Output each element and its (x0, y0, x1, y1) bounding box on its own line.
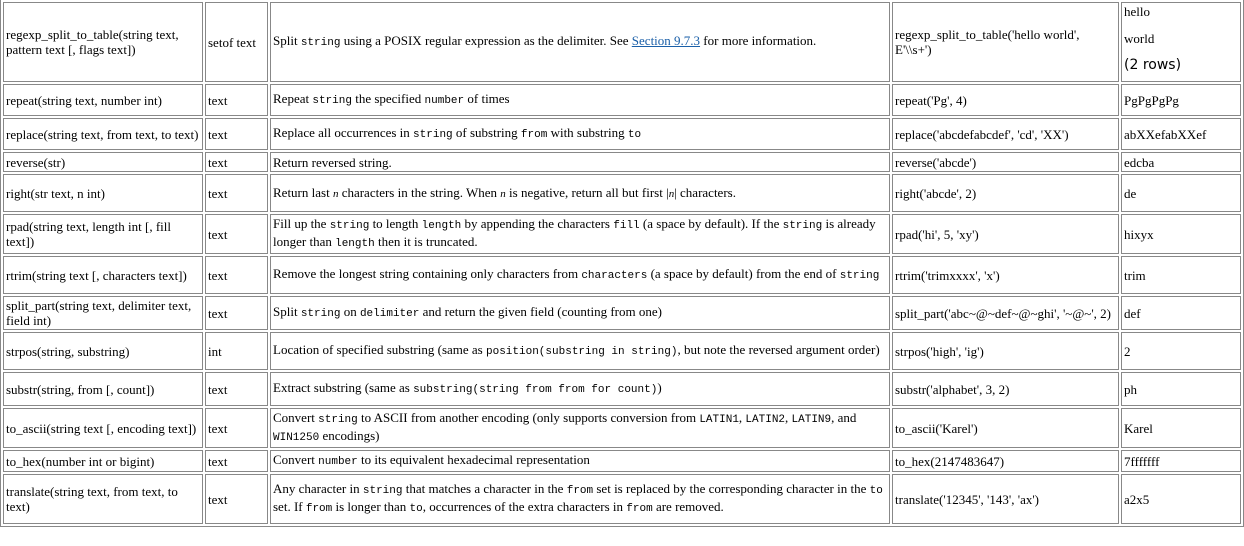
result-line: 2 (1124, 343, 1131, 359)
function-description (270, 474, 890, 524)
inline-code: from (566, 485, 594, 497)
result-line: def (1124, 305, 1141, 321)
function-row (3, 256, 1241, 294)
description-text: using a POSIX regular expression as the delimiter. See (340, 33, 632, 48)
function-description (270, 174, 890, 212)
return-type: text (205, 214, 268, 254)
inline-code: string (300, 308, 341, 320)
function-description (270, 256, 890, 294)
return-type: text (205, 256, 268, 294)
description-text: Fill up the (273, 216, 330, 231)
function-signature: right(str text, n int) (3, 174, 203, 212)
inline-code: to (627, 129, 642, 141)
function-signature: replace(string text, from text, to text) (3, 118, 203, 150)
example-code: rpad('hi', 5, 'xy') (892, 214, 1119, 254)
description-text: Convert (273, 452, 319, 467)
description-text: Convert (273, 410, 319, 425)
result-line: hello (1124, 4, 1150, 19)
return-type: text (205, 118, 268, 150)
return-type: text (205, 152, 268, 172)
description-text: | characters. (674, 184, 736, 200)
function-description (270, 118, 890, 150)
description-text: Location of specified substring (same as (273, 342, 486, 357)
inline-code: substring(string from from for count) (413, 384, 658, 396)
function-signature: repeat(string text, number int) (3, 84, 203, 116)
description-text: , but note the reversed argument order) (677, 342, 880, 357)
function-signature: split_part(string text, delimiter text, field int) (3, 296, 203, 330)
function-description (270, 214, 890, 254)
description-text: with substring (547, 125, 628, 140)
function-signature: regexp_split_to_table(string text, pattern text [, flags text]) (3, 2, 203, 82)
description-text: to ASCII from another encoding (only supports conversion from (357, 410, 700, 425)
description-text: characters in the string. When (338, 184, 501, 200)
description-text: Return last (273, 184, 333, 200)
function-description (270, 2, 890, 82)
function-row (3, 474, 1241, 524)
return-type: text (205, 408, 268, 448)
inline-code: LATIN9 (791, 414, 832, 426)
function-row (3, 174, 1241, 212)
example-code: split_part('abc~@~def~@~ghi', '~@~', 2) (892, 296, 1119, 330)
function-description (270, 84, 890, 116)
inline-code: to (409, 503, 423, 515)
return-type: text (205, 450, 268, 472)
description-text: is negative, return all but first | (505, 184, 669, 200)
description-text: (a space by default) from the end of (647, 266, 840, 281)
return-type: text (205, 296, 268, 330)
example-result (1121, 84, 1241, 116)
example-result (1121, 372, 1241, 406)
function-signature: strpos(string, substring) (3, 332, 203, 370)
description-text: , (785, 410, 792, 425)
function-row (3, 332, 1241, 370)
function-row (3, 372, 1241, 406)
function-description (270, 296, 890, 330)
function-signature: reverse(str) (3, 152, 203, 172)
function-row (3, 408, 1241, 448)
return-type: setof text (205, 2, 268, 82)
description-text: are removed. (652, 499, 724, 514)
example-result (1121, 214, 1241, 254)
description-text: by appending the characters (461, 216, 614, 231)
inline-code: position(substring in string) (486, 346, 678, 358)
result-line: edcba (1124, 154, 1155, 170)
result-line: abXXefabXXef (1124, 126, 1207, 142)
example-result (1121, 474, 1241, 524)
example-result (1121, 2, 1241, 82)
description-text: (a space by default). If the (639, 216, 783, 231)
function-row (3, 296, 1241, 330)
function-description (270, 152, 890, 172)
description-text: the specified (351, 91, 425, 106)
function-signature: substr(string, from [, count]) (3, 372, 203, 406)
description-text: that matches a character in the (402, 481, 567, 496)
example-result (1121, 450, 1241, 472)
return-type: text (205, 84, 268, 116)
function-row (3, 2, 1241, 82)
description-text: Split (273, 304, 301, 319)
description-text: set is replaced by the corresponding character in the (593, 481, 870, 496)
function-signature: to_hex(number int or bigint) (3, 450, 203, 472)
description-text: then it is truncated. (374, 234, 478, 249)
result-line: a2x5 (1124, 491, 1150, 507)
function-signature: to_ascii(string text [, encoding text]) (3, 408, 203, 448)
functions-table-body (3, 2, 1241, 524)
inline-code: length (421, 220, 462, 232)
inline-code: string (839, 270, 880, 282)
example-code: substr('alphabet', 3, 2) (892, 372, 1119, 406)
inline-code: LATIN2 (745, 414, 786, 426)
example-code: regexp_split_to_table('hello world', E'\\s+') (892, 2, 1119, 82)
example-code: translate('12345', '143', 'ax') (892, 474, 1119, 524)
example-code: right('abcde', 2) (892, 174, 1119, 212)
description-text: Split (273, 33, 301, 48)
result-line: Karel (1124, 420, 1153, 436)
inline-code: from (305, 503, 333, 515)
example-result (1121, 118, 1241, 150)
inline-code: from (626, 503, 653, 515)
example-result (1121, 256, 1241, 294)
description-text: Any character in (273, 481, 363, 496)
return-type: text (205, 474, 268, 524)
example-code: repeat('Pg', 4) (892, 84, 1119, 116)
return-type: int (205, 332, 268, 370)
inline-code: string (318, 414, 358, 426)
inline-code: from (520, 129, 548, 141)
example-result (1121, 152, 1241, 172)
inline-code: delimiter (359, 308, 420, 320)
inline-code: LATIN1 (699, 414, 739, 426)
result-line: PgPgPgPg (1124, 92, 1179, 108)
inline-code: to (869, 485, 883, 497)
result-line: world (1124, 31, 1155, 46)
description-text: set. If (273, 499, 306, 514)
function-signature: rpad(string text, length int [, fill text]) (3, 214, 203, 254)
example-code: rtrim('trimxxxx', 'x') (892, 256, 1119, 294)
description-text: Return reversed string. (273, 154, 392, 170)
return-type: text (205, 174, 268, 212)
description-text: Remove the longest string containing only characters from (273, 266, 582, 281)
function-signature: rtrim(string text [, characters text]) (3, 256, 203, 294)
inline-param: n (500, 187, 506, 200)
example-code: replace('abcdefabcdef', 'cd', 'XX') (892, 118, 1119, 150)
function-description (270, 408, 890, 448)
inline-param: n (668, 187, 675, 200)
example-code: reverse('abcde') (892, 152, 1119, 172)
example-result (1121, 408, 1241, 448)
function-signature: translate(string text, from text, to text) (3, 474, 203, 524)
inline-code: characters (581, 270, 648, 282)
example-code: strpos('high', 'ig') (892, 332, 1119, 370)
example-result (1121, 174, 1241, 212)
inline-code: number (318, 456, 358, 468)
return-type: text (205, 372, 268, 406)
description-text: on (340, 304, 360, 319)
description-text: Replace all occurrences in (273, 125, 414, 140)
description-text: Repeat (273, 91, 313, 106)
inline-code: string (329, 220, 370, 232)
description-text: of times (464, 91, 510, 106)
result-line: 7fffffff (1124, 453, 1160, 469)
result-line: ph (1124, 381, 1137, 397)
inline-code: string (413, 129, 453, 141)
result-line: trim (1124, 267, 1146, 283)
example-result (1121, 296, 1241, 330)
description-text: , occurrences of the extra characters in (422, 499, 627, 514)
inline-code: fill (613, 220, 640, 232)
example-code: to_ascii('Karel') (892, 408, 1119, 448)
inline-code: string (782, 220, 823, 232)
inline-code: WIN1250 (273, 432, 320, 444)
description-text: , and (831, 410, 857, 425)
section-link[interactable]: Section 9.7.3 (631, 33, 701, 48)
description-text: , (738, 410, 746, 425)
function-row (3, 118, 1241, 150)
result-line: (2 rows) (1124, 57, 1182, 73)
description-text: is longer than (332, 499, 410, 514)
description-text: is already longer than (273, 216, 876, 249)
description-text: Extract substring (same as (273, 380, 414, 395)
inline-code: string (300, 37, 341, 49)
example-result (1121, 332, 1241, 370)
function-row (3, 84, 1241, 116)
inline-param: n (332, 187, 339, 200)
function-description (270, 450, 890, 472)
description-text: encodings) (319, 428, 380, 443)
function-row (3, 152, 1241, 172)
inline-code: string (312, 95, 352, 107)
description-text: and return the given field (counting from one) (419, 304, 662, 319)
function-description (270, 332, 890, 370)
example-code: to_hex(2147483647) (892, 450, 1119, 472)
description-text: for more information. (700, 33, 817, 48)
inline-code: number (424, 95, 465, 107)
result-line: hixyx (1124, 226, 1154, 242)
description-text: ) (657, 380, 662, 395)
function-description (270, 372, 890, 406)
description-text: of substring (452, 125, 521, 140)
description-text: to length (369, 216, 422, 231)
inline-code: length (335, 238, 375, 250)
function-row (3, 450, 1241, 472)
inline-code: string (362, 485, 403, 497)
function-row (3, 214, 1241, 254)
result-line: de (1124, 185, 1137, 201)
description-text: to its equivalent hexadecimal representation (357, 452, 590, 467)
